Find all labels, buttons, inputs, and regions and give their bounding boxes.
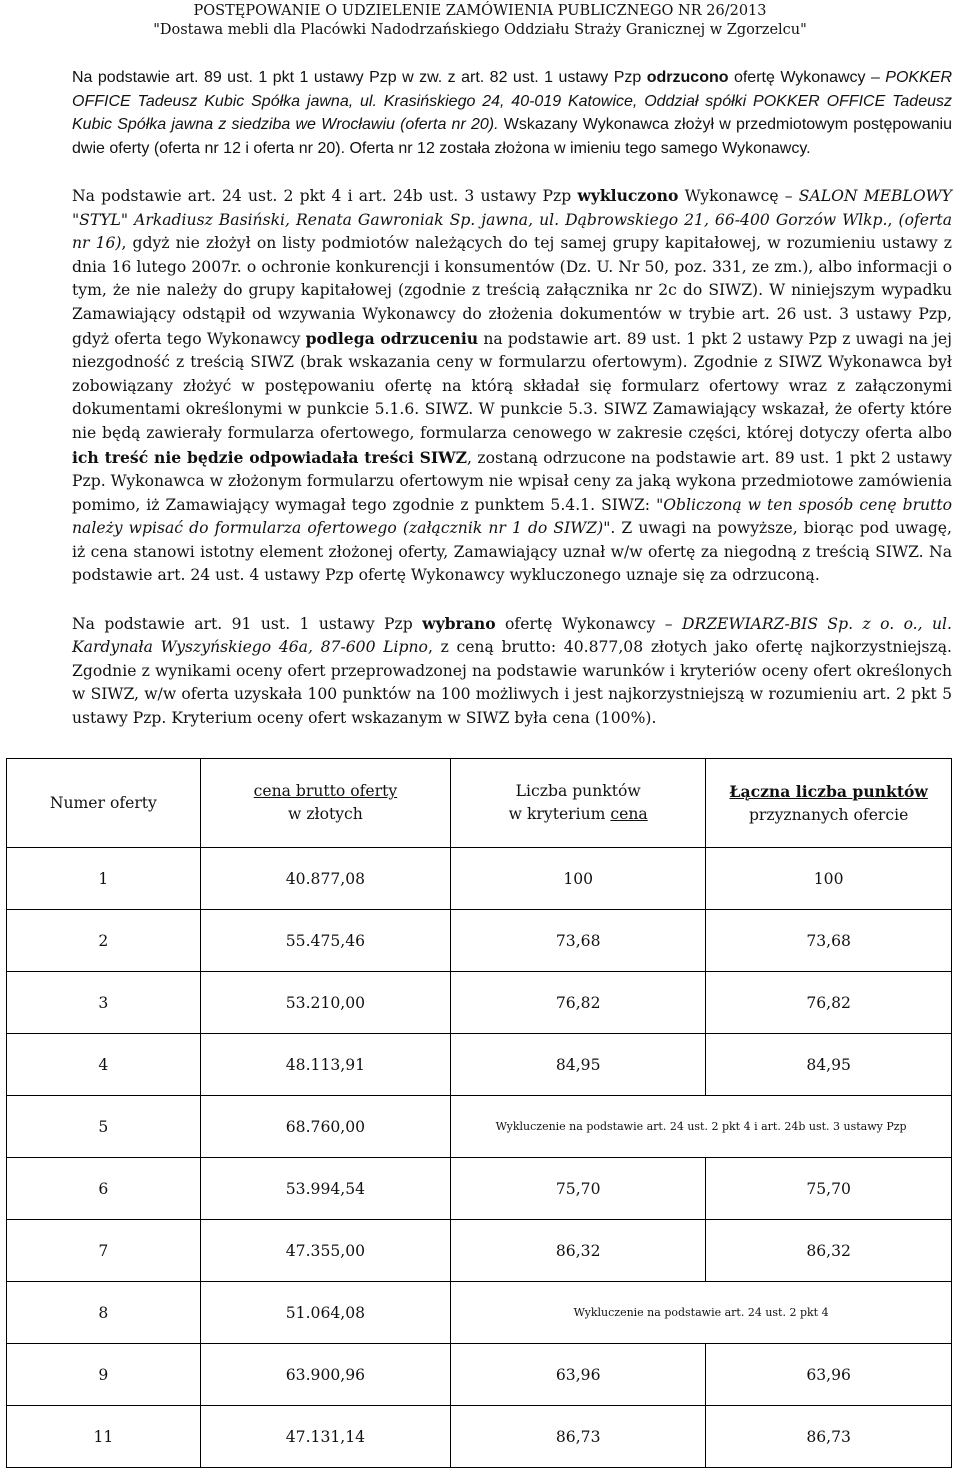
para1-contractor: – POKKER OFFICE Tadeusz Kubic Spółka jawna, ul. Krasińskiego 24, 40-019 Katowice, Oddział spółki POKKER OFFICE Tadeusz Kubic Spółka jawna z siedziba we Wrocławiu (oferta nr 20). [72, 69, 952, 134]
table-row [7, 972, 952, 1034]
para3-text-c: ofertę Wykonawcy [495, 614, 665, 633]
para2-keyword-rejection: podlega odrzuceniu [305, 328, 479, 348]
exclusion-note-cell: Wykluczenie na podstawie art. 24 ust. 2 pkt 4 i art. 24b ust. 3 ustawy Pzp [451, 1096, 952, 1158]
price-cell: 48.113,91 [200, 1034, 450, 1096]
para2-contractor: – SALON MEBLOWY "STYL" Arkadiusz Basiński, Renata Gawroniak Sp. jawna, ul. Dąbrowskiego 21, 66-400 Gorzów Wlkp. [72, 186, 952, 229]
total-points-cell: 76,82 [706, 972, 952, 1034]
price-cell: 51.064,08 [200, 1282, 450, 1344]
exclusion-note-cell: Wykluczenie na podstawie art. 24 ust. 2 pkt 4 [451, 1282, 952, 1344]
paragraph-exclusion [6, 184, 952, 588]
col-header-offer-number-label: Numer oferty [49, 793, 157, 812]
para1-text-c: ofertę Wykonawcy [728, 69, 871, 86]
total-points-cell: 63,96 [706, 1344, 952, 1406]
points-cell: 73,68 [451, 910, 706, 972]
col-header-price [200, 759, 450, 848]
offer-number-cell: 7 [7, 1220, 201, 1282]
price-cell: 53.994,54 [200, 1158, 450, 1220]
col-header-offer-number [7, 759, 201, 848]
price-cell: 63.900,96 [200, 1344, 450, 1406]
col-header-points-criterion: w kryterium [508, 805, 611, 823]
offer-number-cell: 2 [7, 910, 201, 972]
para3-contractor: – DRZEWIARZ-BIS Sp. z o. o., ul. Kardynała Wyszyńskiego 46a, 87-600 Lipno [72, 614, 952, 657]
header-subtitle: "Dostawa mebli dla Placówki Nadodrzańskiego Oddziału Straży Granicznej w Zgorzelcu" [153, 22, 807, 38]
para3-keyword: wybrano [422, 613, 496, 633]
price-cell: 55.475,46 [200, 910, 450, 972]
points-cell: 84,95 [451, 1034, 706, 1096]
offer-number-cell: 6 [7, 1158, 201, 1220]
col-header-price-unit: w złotych [288, 805, 363, 823]
para3-text-e: , z ceną brutto: 40.877,08 złotych jako ofertę najkorzystniejszą. Zgodnie z wynikami oceny ofert przeprowadzonej na podstawie warunków i kryteriów oceny ofert określonych w SIWZ, w/w oferta uzyskała 100 punktów na 100 możliwych i jest najkorzystniejszą w rozumieniu art. 2 pkt 5 ustawy Pzp. Kryterium oceny ofert wskazanym w SIWZ była cena (100%). [72, 638, 952, 728]
table-row [7, 1220, 952, 1282]
offer-number-cell: 9 [7, 1344, 201, 1406]
col-header-points-criterion-name: cena [610, 805, 648, 823]
points-cell: 76,82 [451, 972, 706, 1034]
total-points-cell: 75,70 [706, 1158, 952, 1220]
table-header-row [7, 759, 952, 848]
para1-text-e: Wskazany Wykonawca złożył w przedmiotowym postępowaniu dwie oferty (oferta nr 12 i oferta nr 20). Oferta nr 12 została złożona w imieniu tego samego Wykonawcy. [72, 116, 952, 157]
para2-bold-phrase: ich treść nie będzie odpowiadała treści SIWZ [72, 447, 468, 467]
offer-number-cell: 4 [7, 1034, 201, 1096]
para2-text-k: , zostaną odrzucone na podstawie art. 89 ust. 1 pkt 2 ustawy Pzp. Wykonawca w złożonym formularzu ofertowym nie wpisał ceny za jaką wykona przedmiotowe zamówienia pomimo, iż Zamawiający wymagał tego zgodnie z punktem 5.4.1. SIWZ: [72, 448, 952, 514]
points-cell: 86,73 [451, 1406, 706, 1468]
offer-number-cell: 3 [7, 972, 201, 1034]
col-header-points-label: Liczba punktów [515, 782, 641, 800]
para2-text-c: Wykonawcę [678, 186, 785, 205]
para2-text-e: , [887, 210, 899, 229]
col-header-total-sub: przyznanych ofercie [748, 805, 909, 824]
document-body [6, 66, 952, 731]
header-title: POSTĘPOWANIE O UDZIELENIE ZAMÓWIENIA PUBLICZNEGO NR 26/2013 [193, 3, 767, 19]
points-cell: 100 [451, 848, 706, 910]
para3-text-a: Na podstawie art. 91 ust. 1 ustawy Pzp [72, 614, 423, 633]
total-points-cell: 100 [706, 848, 952, 910]
points-cell: 75,70 [451, 1158, 706, 1220]
para1-keyword: odrzucono [646, 69, 729, 86]
document-header [0, 2, 960, 40]
price-cell: 53.210,00 [200, 972, 450, 1034]
para2-quote: "Obliczoną w ten sposób cenę brutto należy wpisać do formularza ofertowego (załącznik nr 1 do SIWZ)" [72, 495, 953, 538]
col-header-points [451, 759, 706, 848]
para2-text-g: , gdyż nie złożył on listy podmiotów należących do tej samej grupy kapitałowej, w rozumieniu ustawy z dnia 16 lutego 2007r. o ochronie konkurencji i konsumentów (Dz. U. Nr 50, poz. 331, ze zm.), albo informacji o tym, że nie należy do grupy kapitałowej (zgodnie z treścią załącznika nr 2c do SIWZ). W niniejszym wypadku Zamawiający odstąpił od wzywania Wykonawcy do złożenia dokumentów w trybie art. 26 ust. 3 ustawy Pzp, gdyż oferta tego Wykonawcy [72, 234, 952, 348]
col-header-total [706, 759, 952, 848]
offers-table [6, 758, 952, 1468]
paragraph-rejection [6, 66, 952, 160]
paragraph-selection [6, 612, 952, 731]
offer-number-cell: 11 [7, 1406, 201, 1468]
para2-text-i: na podstawie art. 89 ust. 1 pkt 2 ustawy Pzp z uwagi na jej niezgodność z treścią SIWZ (brak wskazania ceny w formularzu ofertowym). Zgodnie z SIWZ Wykonawca był zobowiązany złożyć w postępowaniu ofertę na którą składał się formularz ofertowy wraz z załączonymi dokumentami określonymi w punkcie 5.1.6. SIWZ. W punkcie 5.3. SIWZ Zamawiający wskazał, że oferty które nie będą zawierały formularza ofertowego, formularza cenowego w zakresie części, której dotyczy oferta albo [72, 329, 952, 442]
offer-number-cell: 1 [7, 848, 201, 910]
table-row [7, 1282, 952, 1344]
col-header-total-label: Łączna liczba punktów [729, 781, 928, 801]
para2-keyword: wykluczono [577, 185, 679, 205]
table-row [7, 1406, 952, 1468]
price-cell: 47.355,00 [200, 1220, 450, 1282]
col-header-price-label: cena brutto oferty [253, 782, 398, 800]
para2-offer-number: (oferta nr 16) [72, 210, 952, 253]
total-points-cell: 86,73 [706, 1406, 952, 1468]
table-row [7, 1158, 952, 1220]
offer-number-cell: 8 [7, 1282, 201, 1344]
total-points-cell: 84,95 [706, 1034, 952, 1096]
offer-number-cell: 5 [7, 1096, 201, 1158]
para2-text-a: Na podstawie art. 24 ust. 2 pkt 4 i art. 24b ust. 3 ustawy Pzp [72, 186, 578, 205]
table-row [7, 1034, 952, 1096]
para2-text-m: . Z uwagi na powyższe, biorąc pod uwagę, iż cena stanowi istotny element złożonej oferty, Zamawiający uznał w/w ofertę za niegodną z treścią SIWZ. Na podstawie art. 24 ust. 4 ustawy Pzp ofertę Wykonawcy wykluczonego uznaje się za odrzuconą. [72, 519, 952, 585]
table-row [7, 1344, 952, 1406]
para1-text-a: Na podstawie art. 89 ust. 1 pkt 1 ustawy Pzp w zw. z art. 82 ust. 1 ustawy Pzp [72, 69, 647, 86]
price-cell: 47.131,14 [200, 1406, 450, 1468]
total-points-cell: 86,32 [706, 1220, 952, 1282]
table-row [7, 1096, 952, 1158]
price-cell: 40.877,08 [200, 848, 450, 910]
table-row [7, 910, 952, 972]
points-cell: 63,96 [451, 1344, 706, 1406]
table-body [7, 848, 952, 1468]
total-points-cell: 73,68 [706, 910, 952, 972]
price-cell: 68.760,00 [200, 1096, 450, 1158]
points-cell: 86,32 [451, 1220, 706, 1282]
table-row [7, 848, 952, 910]
